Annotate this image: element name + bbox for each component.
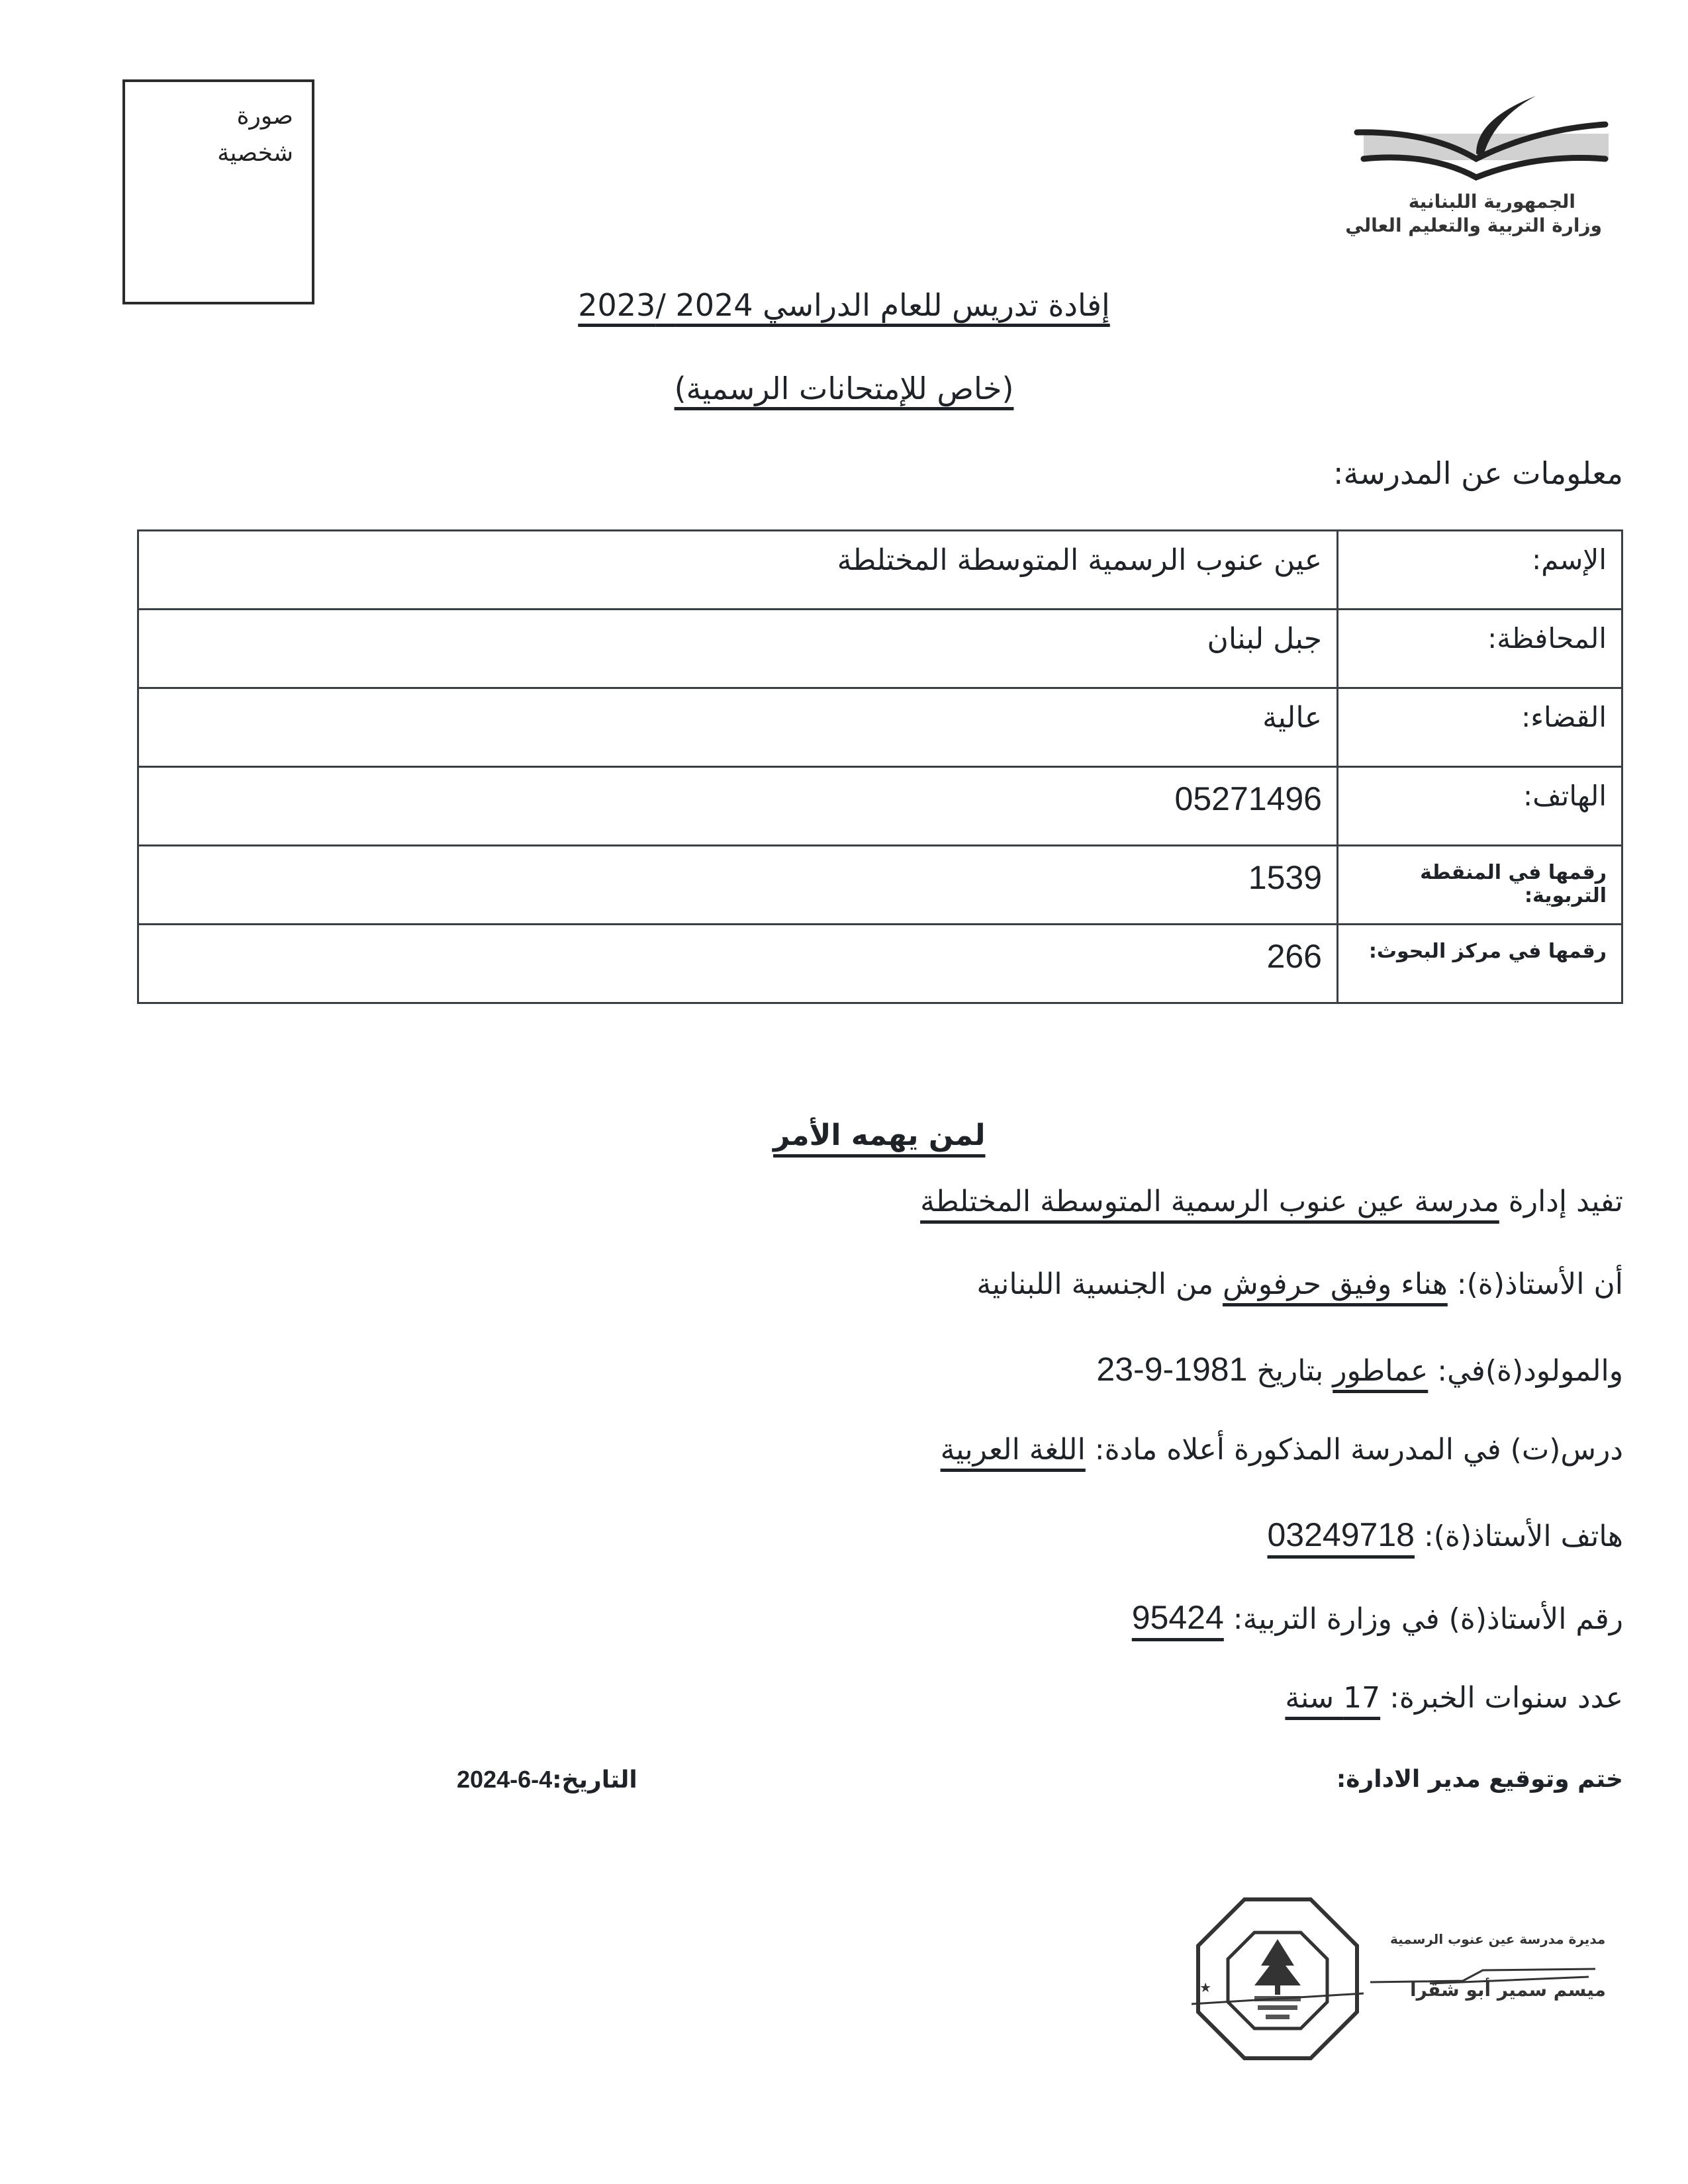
birth-mid: بتاريخ: [1247, 1354, 1333, 1388]
birth-prefix: والمولود(ة)في:: [1428, 1354, 1623, 1388]
to-whom-heading: [773, 1118, 985, 1152]
subject-prefix: درس(ت) في المدرسة المذكورة أعلاه مادة:: [1085, 1433, 1623, 1467]
teacher-nationality: من الجنسية اللبنانية: [976, 1267, 1223, 1301]
row-value-research-center-number: 266: [138, 925, 1338, 1003]
experience-line: [1285, 1681, 1623, 1715]
table-row: [138, 846, 1622, 925]
row-value-region-number: 1539: [138, 846, 1338, 925]
row-label-phone: الهاتف:: [1338, 767, 1622, 846]
table-row: [138, 688, 1622, 767]
ministry-number: 95424: [1131, 1599, 1224, 1636]
school-stamp: [1192, 1893, 1364, 2065]
page-title-text: إفادة تدريس للعام الدراسي 2024 /2023: [578, 287, 1110, 323]
photo-label-2: شخصية: [217, 140, 293, 167]
row-label-research-center-number: رقمها في مركز البحوث:: [1338, 925, 1622, 1003]
cedar-stamp-icon: [1192, 1893, 1364, 2065]
to-whom-text: لمن يهمه الأمر: [773, 1118, 986, 1152]
row-label-governorate: المحافظة:: [1338, 610, 1622, 688]
signature-label: ختم وتوقيع مدير الادارة:: [1336, 1766, 1623, 1793]
republic-name: الجمهورية اللبنانية: [1408, 191, 1575, 212]
row-value-governorate: جبل لبنان: [138, 610, 1338, 688]
teacher-phone: 03249718: [1267, 1516, 1415, 1553]
experience-prefix: عدد سنوات الخبرة:: [1380, 1681, 1623, 1715]
intro-line: [920, 1185, 1623, 1218]
date-label: التاريخ:: [552, 1766, 637, 1794]
ministry-logo: [1345, 93, 1615, 245]
teacher-prefix: أن الأستاذ(ة):: [1447, 1267, 1623, 1301]
open-book-icon: [1350, 93, 1615, 192]
intro-prefix: تفيد إدارة: [1499, 1185, 1623, 1218]
date-block: [457, 1766, 637, 1794]
ministry-name: وزارة التربية والتعليم العالي: [1345, 214, 1602, 236]
page-subtitle-text: (خاص للإمتحانات الرسمية): [674, 371, 1014, 406]
birth-line: [1096, 1350, 1623, 1388]
birth-place: عماطور: [1333, 1354, 1429, 1388]
subject-line: [941, 1433, 1623, 1467]
table-row: [138, 767, 1622, 846]
birth-date: 23-9-1981: [1096, 1351, 1248, 1388]
subject-name: اللغة العربية: [940, 1433, 1086, 1467]
school-info-heading: معلومات عن المدرسة:: [1333, 455, 1623, 491]
row-label-district: القضاء:: [1338, 688, 1622, 767]
table-row: [138, 531, 1622, 610]
page-subtitle: [0, 371, 1688, 406]
intro-school-name: مدرسة عين عنوب الرسمية المتوسطة المختلطة: [920, 1185, 1499, 1218]
school-info-table: [137, 529, 1623, 1004]
row-label-name: الإسم:: [1338, 531, 1622, 610]
personal-photo-box: [122, 79, 314, 304]
date-value: 2024-6-4: [457, 1766, 553, 1793]
experience-years: 17 سنة: [1285, 1681, 1381, 1715]
row-value-name: عين عنوب الرسمية المتوسطة المختلطة: [138, 531, 1338, 610]
teacher-name: هناء وفيق حرفوش: [1223, 1267, 1448, 1301]
signature-title: مديرة مدرسة عين عنوب الرسمية: [1390, 1931, 1606, 1947]
signature-name: ميسم سمير أبو شقرا: [1410, 1979, 1606, 2001]
table-row: [138, 925, 1622, 1003]
teacher-phone-line: [1267, 1516, 1623, 1554]
photo-label-1: صورة: [236, 103, 293, 130]
row-value-phone: 05271496: [138, 767, 1338, 846]
teacher-line: [976, 1267, 1623, 1301]
row-label-region-number: رقمها في المنقطة التربوية:: [1338, 846, 1622, 925]
svg-text:★: ★: [1199, 1979, 1211, 1995]
ministry-number-line: [1132, 1598, 1623, 1637]
table-row: [138, 610, 1622, 688]
teacher-phone-prefix: هاتف الأستاذ(ة):: [1414, 1520, 1623, 1553]
page-title: [0, 287, 1688, 323]
row-value-district: عالية: [138, 688, 1338, 767]
ministry-number-prefix: رقم الأستاذ(ة) في وزارة التربية:: [1223, 1602, 1623, 1636]
